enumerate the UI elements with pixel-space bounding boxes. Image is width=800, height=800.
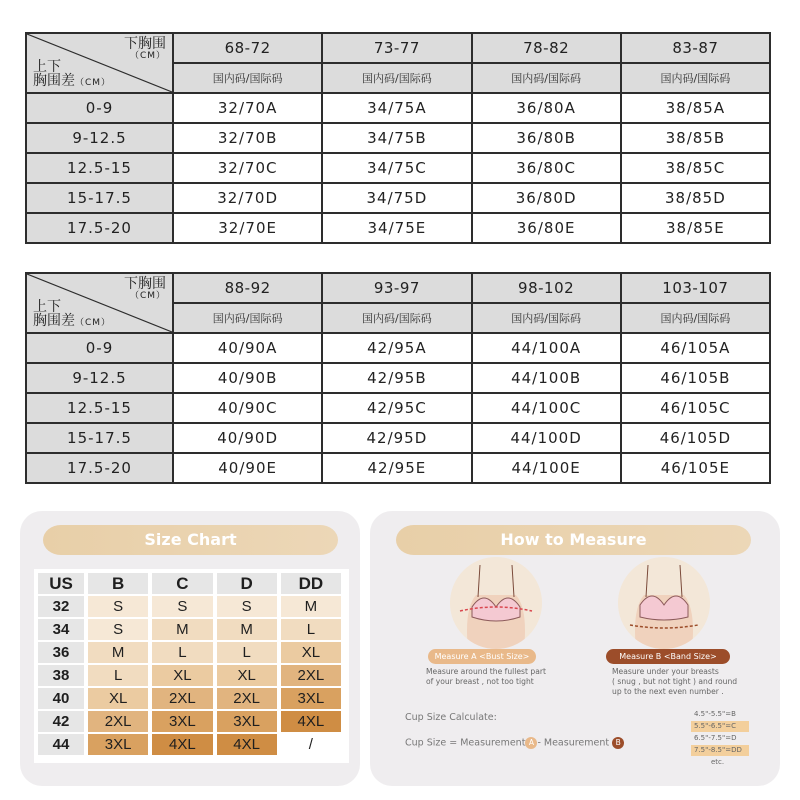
size-cell: 46/105D <box>621 423 770 453</box>
table-row <box>26 423 770 453</box>
code-subheader: 国内码/国际码 <box>472 63 621 93</box>
size-cell: 34/75C <box>322 153 471 183</box>
cup-size-calc-title: Cup Size Calculate: <box>405 712 497 723</box>
measure-a-label <box>428 649 536 664</box>
size-chart-panel <box>20 511 360 786</box>
corner-header <box>26 273 173 333</box>
size-cell: 2XL <box>281 665 345 688</box>
size-cell: XL <box>217 665 281 688</box>
table-row <box>38 619 345 642</box>
range-header: 93-97 <box>322 273 471 303</box>
size-cell: 46/105C <box>621 393 770 423</box>
how-to-measure-title: How to Measure <box>396 525 751 555</box>
table-row <box>26 153 770 183</box>
desc-line: Measure around the fullest part <box>426 667 546 676</box>
unit-label: （CM） <box>75 78 112 89</box>
bust-difference-label: 12.5-15 <box>26 153 173 183</box>
code-subheader: 国内码/国际码 <box>621 63 770 93</box>
us-band-label: 36 <box>38 642 88 665</box>
us-band-label: 42 <box>38 711 88 734</box>
column-header: US <box>38 573 88 596</box>
desc-line: of your breast , not too tight <box>426 677 534 686</box>
size-cell: 42/95D <box>322 423 471 453</box>
unit-label: （CM） <box>129 290 166 301</box>
cup-size-row: 4.5"-5.5"=B <box>694 710 736 718</box>
us-band-label: 34 <box>38 619 88 642</box>
bust-difference-label: 15-17.5 <box>26 183 173 213</box>
size-cell: 2XL <box>88 711 152 734</box>
measure-b-label <box>606 649 730 664</box>
size-cell: 44/100C <box>472 393 621 423</box>
us-band-label: 38 <box>38 665 88 688</box>
table-row <box>38 665 345 688</box>
size-cell: 40/90C <box>173 393 322 423</box>
measure-b-description <box>612 667 762 697</box>
size-cell: 42/95E <box>322 453 471 483</box>
size-cell: 36/80B <box>472 123 621 153</box>
diff-label-2: 胸围差 <box>33 73 75 90</box>
table-row <box>26 333 770 363</box>
table-row <box>38 688 345 711</box>
size-cell: 40/90E <box>173 453 322 483</box>
range-header: 98-102 <box>472 273 621 303</box>
size-cell: XL <box>281 642 345 665</box>
bust-difference-label: 12.5-15 <box>26 393 173 423</box>
column-header: D <box>217 573 281 596</box>
us-band-label: 32 <box>38 596 88 619</box>
size-cell: M <box>88 642 152 665</box>
size-cell: S <box>88 619 152 642</box>
measure-b-text: Measure B <Band Size> <box>619 652 717 661</box>
us-band-label: 40 <box>38 688 88 711</box>
size-cell: / <box>281 734 345 757</box>
size-cell: 32/70C <box>173 153 322 183</box>
code-subheader: 国内码/国际码 <box>173 303 322 333</box>
code-subheader: 国内码/国际码 <box>472 303 621 333</box>
table-row <box>26 93 770 123</box>
column-header: C <box>152 573 216 596</box>
size-cell: M <box>281 596 345 619</box>
size-cell: XL <box>88 688 152 711</box>
bust-difference-label: 0-9 <box>26 333 173 363</box>
unit-label: （CM） <box>75 318 112 329</box>
size-cell: 32/70D <box>173 183 322 213</box>
table-row <box>38 734 345 757</box>
desc-line: Measure under your breasts <box>612 667 719 676</box>
table-row <box>26 393 770 423</box>
bust-difference-label: 17.5-20 <box>26 213 173 243</box>
size-table-1 <box>25 32 771 244</box>
code-subheader: 国内码/国际码 <box>322 303 471 333</box>
us-size-table <box>38 573 345 757</box>
table-row <box>38 711 345 734</box>
cup-size-formula <box>405 737 624 749</box>
cup-size-row: 5.5"-6.5"=C <box>691 721 749 732</box>
size-cell: 3XL <box>281 688 345 711</box>
cup-size-row: 6.5"-7.5"=D <box>694 734 737 742</box>
measure-b-badge: B <box>612 737 624 749</box>
size-cell: 32/70A <box>173 93 322 123</box>
size-cell: 36/80E <box>472 213 621 243</box>
size-cell: XL <box>152 665 216 688</box>
size-cell: 32/70B <box>173 123 322 153</box>
diff-label-1: 上下 <box>33 298 61 315</box>
range-header: 73-77 <box>322 33 471 63</box>
size-cell: 40/90A <box>173 333 322 363</box>
size-cell: 38/85C <box>621 153 770 183</box>
size-cell: 46/105A <box>621 333 770 363</box>
size-cell: 34/75B <box>322 123 471 153</box>
formula-text: - Measurement <box>537 737 610 749</box>
size-cell: 40/90D <box>173 423 322 453</box>
column-header: B <box>88 573 152 596</box>
size-cell: L <box>88 665 152 688</box>
table-row <box>26 213 770 243</box>
range-header: 83-87 <box>621 33 770 63</box>
diff-label-2: 胸围差 <box>33 313 75 330</box>
table-row <box>38 596 345 619</box>
size-cell: 46/105E <box>621 453 770 483</box>
size-cell: 38/85E <box>621 213 770 243</box>
size-cell: 34/75D <box>322 183 471 213</box>
size-cell: L <box>152 642 216 665</box>
band-measure-illustration <box>618 557 710 649</box>
desc-line: ( snug , but not tight ) and round <box>612 677 738 686</box>
size-cell: S <box>88 596 152 619</box>
size-cell: 4XL <box>152 734 216 757</box>
code-subheader: 国内码/国际码 <box>173 63 322 93</box>
size-cell: M <box>217 619 281 642</box>
bottom-bust-label: 下胸围 <box>124 36 166 52</box>
size-cell: 3XL <box>152 711 216 734</box>
size-cell: 34/75A <box>322 93 471 123</box>
measure-a-text: Measure A <Bust Size> <box>434 652 530 661</box>
corner-header <box>26 33 173 93</box>
size-chart-title: Size Chart <box>43 525 338 555</box>
formula-text: Cup Size = Measurement <box>405 737 526 749</box>
size-cell: 36/80A <box>472 93 621 123</box>
size-cell: 44/100D <box>472 423 621 453</box>
desc-line: up to the next even number . <box>612 687 724 696</box>
table-row <box>26 453 770 483</box>
size-cell: 38/85B <box>621 123 770 153</box>
range-header: 88-92 <box>173 273 322 303</box>
size-cell: M <box>152 619 216 642</box>
size-table-2 <box>25 272 771 484</box>
size-cell: 3XL <box>217 711 281 734</box>
measure-a-badge: A <box>525 737 537 749</box>
table-row <box>26 183 770 213</box>
us-band-label: 44 <box>38 734 88 757</box>
size-cell: 42/95B <box>322 363 471 393</box>
table-row <box>26 363 770 393</box>
size-cell: S <box>152 596 216 619</box>
table-row <box>38 642 345 665</box>
size-cell: 3XL <box>88 734 152 757</box>
diff-label-1: 上下 <box>33 58 61 75</box>
code-subheader: 国内码/国际码 <box>322 63 471 93</box>
size-cell: 44/100E <box>472 453 621 483</box>
size-cell: 32/70E <box>173 213 322 243</box>
size-cell: 36/80D <box>472 183 621 213</box>
bust-difference-label: 15-17.5 <box>26 423 173 453</box>
unit-label: （CM） <box>129 50 166 61</box>
code-subheader: 国内码/国际码 <box>621 303 770 333</box>
bust-difference-label: 17.5-20 <box>26 453 173 483</box>
size-cell: 44/100A <box>472 333 621 363</box>
cup-size-legend <box>691 709 749 768</box>
table-row <box>26 123 770 153</box>
range-header: 78-82 <box>472 33 621 63</box>
size-cell: 44/100B <box>472 363 621 393</box>
cup-size-row: 7.5"-8.5"=DD <box>691 745 749 756</box>
range-header: 68-72 <box>173 33 322 63</box>
size-cell: 4XL <box>217 734 281 757</box>
how-to-measure-panel <box>370 511 780 786</box>
size-cell: 40/90B <box>173 363 322 393</box>
bottom-bust-label: 下胸围 <box>124 276 166 292</box>
size-cell: 36/80C <box>472 153 621 183</box>
size-cell: L <box>217 642 281 665</box>
bust-difference-label: 0-9 <box>26 93 173 123</box>
bust-measure-illustration <box>450 557 542 649</box>
bust-difference-label: 9-12.5 <box>26 123 173 153</box>
size-cell: 4XL <box>281 711 345 734</box>
size-cell: 42/95A <box>322 333 471 363</box>
size-cell: 2XL <box>217 688 281 711</box>
size-cell: 38/85A <box>621 93 770 123</box>
bust-difference-label: 9-12.5 <box>26 363 173 393</box>
measure-a-description <box>426 667 566 687</box>
size-cell: 38/85D <box>621 183 770 213</box>
size-cell: L <box>281 619 345 642</box>
size-cell: S <box>217 596 281 619</box>
range-header: 103-107 <box>621 273 770 303</box>
size-cell: 34/75E <box>322 213 471 243</box>
size-cell: 42/95C <box>322 393 471 423</box>
etc-label: etc. <box>711 758 725 766</box>
column-header: DD <box>281 573 345 596</box>
size-cell: 2XL <box>152 688 216 711</box>
size-cell: 46/105B <box>621 363 770 393</box>
